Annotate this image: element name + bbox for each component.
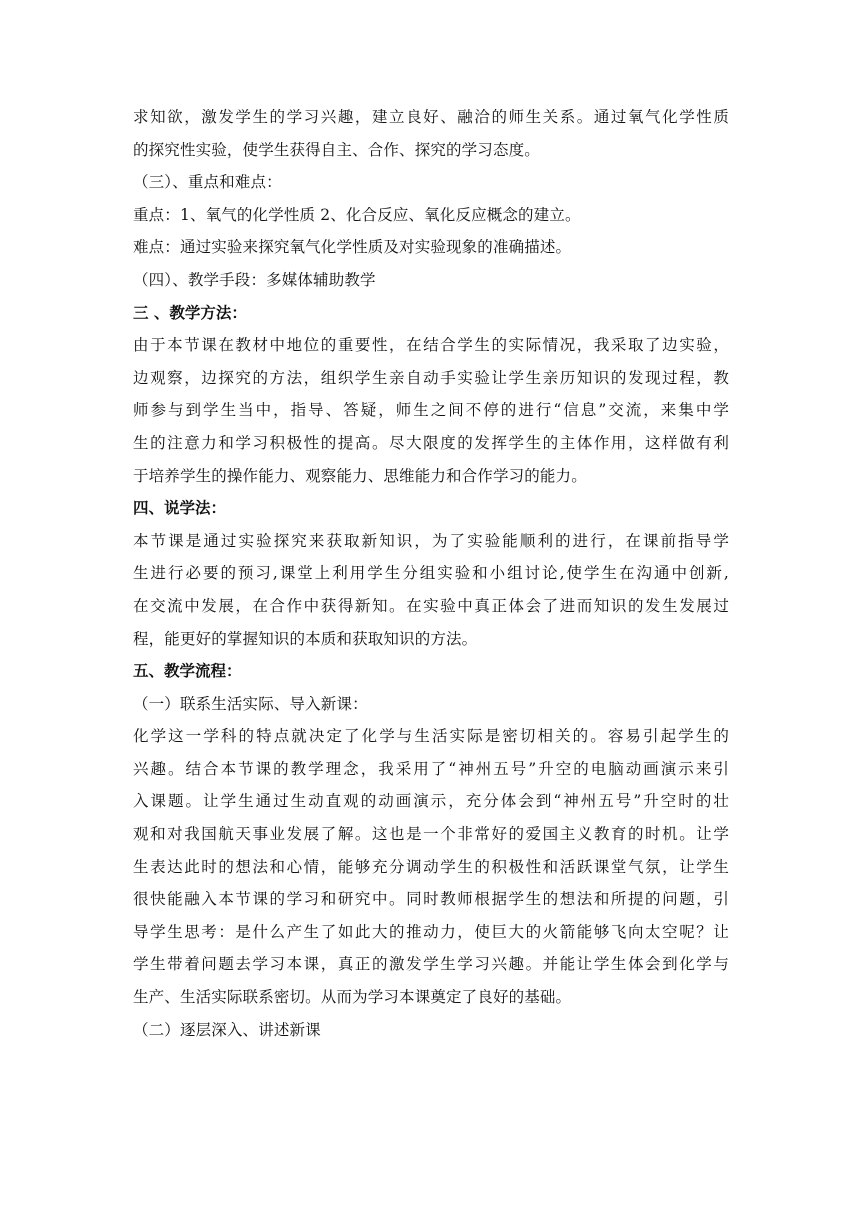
paragraph-line: 于培养学生的操作能力、观察能力、思维能力和合作学习的能力。 xyxy=(133,466,587,485)
document-body xyxy=(133,101,729,1046)
paragraph-line: （三）、重点和难点： xyxy=(133,173,282,192)
paragraph-line: 边观察，边探究的方法，组织学生亲自动手实验让学生亲历知识的发现过程，教 xyxy=(133,368,729,387)
paragraph-line: 的探究性实验，使学生获得自主、合作、探究的学习态度。 xyxy=(133,140,540,159)
paragraph-line: 生表达此时的想法和心情，能够充分调动学生的积极性和活跃课堂气氛，让学生 xyxy=(133,857,729,876)
paragraph-line: 难点：通过实验来探究氧气化学性质及对实验现象的准确描述。 xyxy=(133,238,572,257)
paragraph-line: 导学生思考：是什么产生了如此大的推动力，使巨大的火箭能够飞向太空呢？让 xyxy=(133,922,729,941)
paragraph-line: 本节课是通过实验探究来获取新知识，为了实验能顺利的进行，在课前指导学 xyxy=(133,531,729,550)
paragraph-line: 入课题。让学生通过生动直观的动画演示，充分体会到“神州五号”升空时的壮 xyxy=(133,792,729,811)
section-heading: 三 、教学方法： xyxy=(133,303,247,322)
paragraph-line: 兴趣。结合本节课的教学理念，我采用了“神州五号”升空的电脑动画演示来引 xyxy=(133,759,729,778)
paragraph-line: 生进行必要的预习,课堂上利用学生分组实验和小组讨论,使学生在沟通中创新, xyxy=(133,564,729,583)
paragraph-line: 生的注意力和学习积极性的提高。尽大限度的发挥学生的主体作用，这样做有利 xyxy=(133,433,729,452)
paragraph-line: 师参与到学生当中，指导、答疑，师生之间不停的进行“信息”交流，来集中学 xyxy=(133,401,729,420)
paragraph-line: 很快能融入本节课的学习和研究中。同时教师根据学生的想法和所提的问题，引 xyxy=(133,890,729,909)
paragraph-line: 程，能更好的掌握知识的本质和获取知识的方法。 xyxy=(133,629,478,648)
paragraph-line: 重点：1、氧气的化学性质 2、化合反应、氧化反应概念的建立。 xyxy=(133,205,581,224)
paragraph-line: （一）联系生活实际、导入新课： xyxy=(133,694,368,713)
section-heading: 四、说学法： xyxy=(133,499,227,518)
paragraph-line: 学生带着问题去学习本课，真正的激发学生学习兴趣。并能让学生体会到化学与 xyxy=(133,955,729,974)
paragraph-line: 在交流中发展，在合作中获得新知。在实验中真正体会了进而知识的发生发展过 xyxy=(133,596,729,615)
paragraph-line: （二）逐层深入、讲述新课 xyxy=(133,1020,321,1039)
paragraph-line: （四）、教学手段：多媒体辅助教学 xyxy=(133,270,376,289)
paragraph-line: 观和对我国航天事业发展了解。这也是一个非常好的爱国主义教育的时机。让学 xyxy=(133,825,729,844)
paragraph-line: 化学这一学科的特点就决定了化学与生活实际是密切相关的。容易引起学生的 xyxy=(133,727,729,746)
paragraph-line: 求知欲，激发学生的学习兴趣，建立良好、融洽的师生关系。通过氧气化学性质 xyxy=(133,108,729,126)
paragraph-line: 由于本节课在教材中地位的重要性，在结合学生的实际情况，我采取了边实验， xyxy=(133,336,729,355)
paragraph-line: 生产、生活实际联系密切。从而为学习本课奠定了良好的基础。 xyxy=(133,988,572,1007)
section-heading: 五、教学流程： xyxy=(133,662,242,681)
